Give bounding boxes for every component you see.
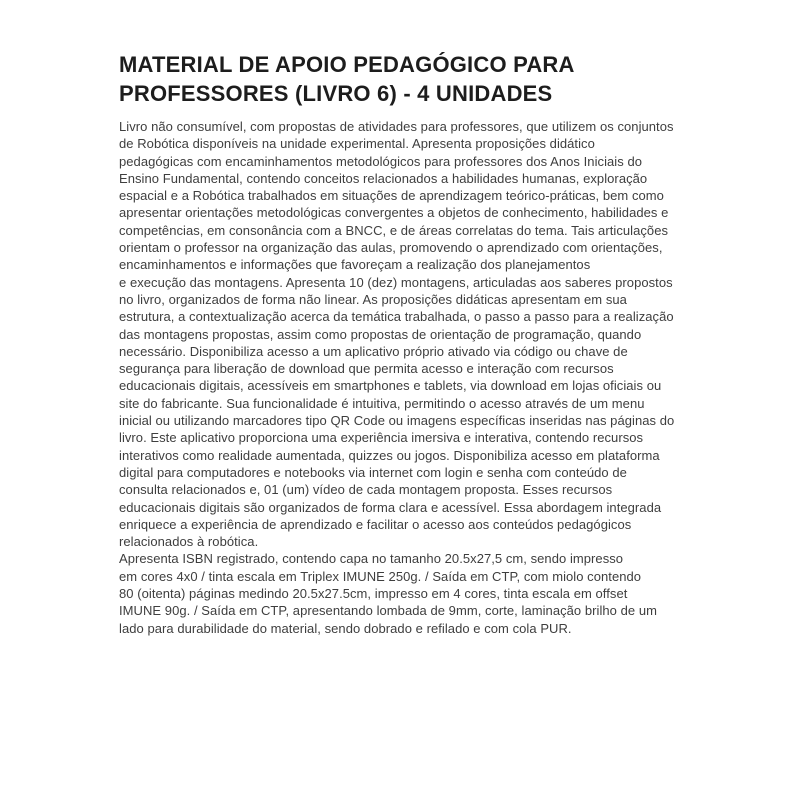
- description-line: 80 (oitenta) páginas medindo 20.5x27.5cm, impresso em 4 cores, tinta escala em offset: [119, 586, 628, 602]
- description-line: Apresenta ISBN registrado, contendo capa no tamanho 20.5x27,5 cm, sendo impresso: [119, 551, 624, 567]
- description-line: lado para durabilidade do material, sendo dobrado e refilado e com cola PUR.: [119, 620, 572, 636]
- page-title: [119, 50, 740, 108]
- product-description: [119, 118, 740, 637]
- description-line: enriquece a experiência de aprendizado e facilitar o acesso aos conteúdos pedagógicos: [119, 516, 632, 532]
- description-line: e execução das montagens. Apresenta 10 (dez) montagens, articuladas aos saberes propostos: [119, 274, 673, 290]
- description-line: competências, em consonância com a BNCC, e de áreas correlatas do tema. Tais articulações: [119, 222, 669, 238]
- description-line: relacionados à robótica.: [119, 534, 259, 550]
- description-line: das montagens propostas, assim como propostas de orientação de programação, quando: [119, 326, 642, 342]
- page-title-line: PROFESSORES (LIVRO 6) - 4 UNIDADES: [119, 81, 553, 106]
- description-line: de Robótica disponíveis na unidade experimental. Apresenta proposições didático: [119, 136, 595, 152]
- description-line: espacial e a Robótica trabalhados em situações de aprendizagem teórico-práticas, bem como: [119, 188, 664, 204]
- description-line: site do fabricante. Sua funcionalidade é intuitiva, permitindo o acesso através de um menu: [119, 395, 645, 411]
- description-line: orientam o professor na organização das aulas, promovendo o aprendizado com orientações,: [119, 240, 663, 256]
- description-line: no livro, organizados de forma não linear. As proposições didáticas apresentam em sua: [119, 291, 627, 307]
- description-line: digital para computadores e notebooks via internet com login e senha com conteúdo de: [119, 464, 627, 480]
- description-line: estrutura, a contextualização acerca da temática trabalhada, o passo a passo para a realização: [119, 309, 674, 325]
- description-line: segurança para liberação de download que permita acesso e interação com recursos: [119, 361, 614, 377]
- description-line: educacionais digitais são organizados de forma clara e acessível. Essa abordagem integrada: [119, 499, 662, 515]
- description-line: apresentar orientações metodológicas convergentes a objetos de conhecimento, habilidades e: [119, 205, 669, 221]
- page-title-line: MATERIAL DE APOIO PEDAGÓGICO PARA: [119, 52, 575, 77]
- description-line: livro. Este aplicativo proporciona uma experiência imersiva e interativa, contendo recursos: [119, 430, 644, 446]
- description-line: Livro não consumível, com propostas de atividades para professores, que utilizem os conjuntos: [119, 119, 674, 134]
- description-line: educacionais digitais, acessíveis em smartphones e tablets, via download em lojas oficiais ou: [119, 378, 662, 394]
- description-line: inicial ou utilizando marcadores tipo QR Code ou imagens específicas inseridas nas páginas do: [119, 413, 675, 429]
- description-line: consulta relacionados e, 01 (um) vídeo de cada montagem proposta. Esses recursos: [119, 482, 613, 498]
- description-line: encaminhamentos e informações que favoreçam a realização dos planejamentos: [119, 257, 591, 273]
- description-line: Ensino Fundamental, contendo conceitos relacionados a habilidades humanas, exploração: [119, 170, 648, 186]
- description-line: pedagógicas com encaminhamentos metodológicos para professores dos Anos Iniciais do: [119, 153, 643, 169]
- description-line: necessário. Disponibiliza acesso a um aplicativo próprio ativado via código ou chave de: [119, 343, 628, 359]
- description-line: IMUNE 90g. / Saída em CTP, apresentando lombada de 9mm, corte, laminação brilho de um: [119, 603, 658, 619]
- description-line: em cores 4x0 / tinta escala em Triplex IMUNE 250g. / Saída em CTP, com miolo contendo: [119, 568, 642, 584]
- description-line: interativos como realidade aumentada, quizzes ou jogos. Disponibiliza acesso em plataforma: [119, 447, 660, 463]
